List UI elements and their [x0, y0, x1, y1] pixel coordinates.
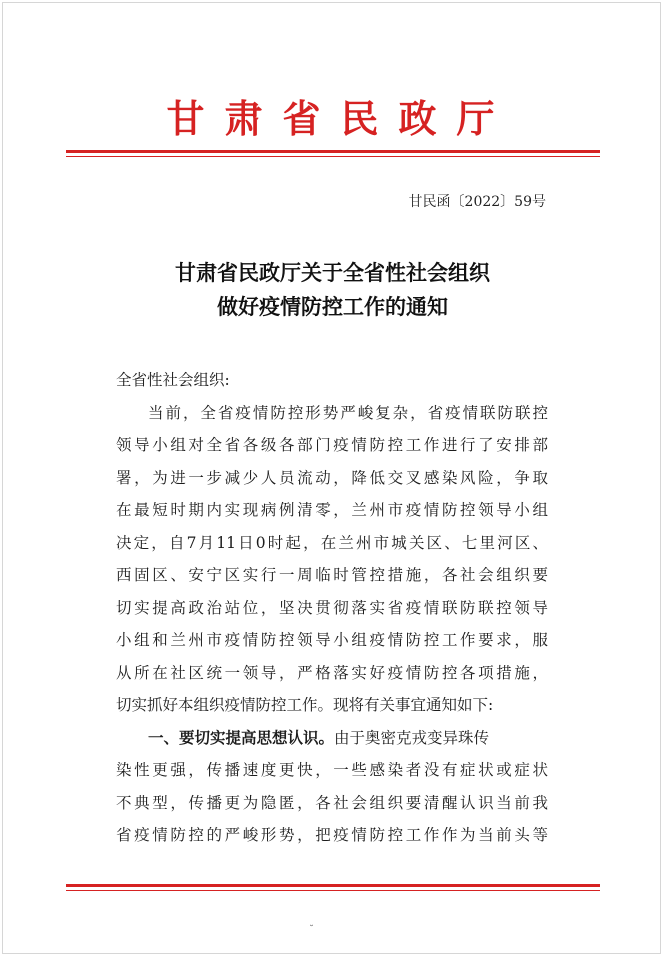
body-line: 从所在社区统一领导，严格落实好疫情防控各项措施， — [116, 663, 548, 682]
body-line: 染性更强，传播速度更快，一些感染者没有症状或症状 — [116, 761, 548, 779]
footer-rule-thin — [66, 890, 600, 891]
document-body — [116, 364, 548, 852]
document-number: 甘民函〔2022〕59号 — [408, 194, 546, 210]
section-1-heading: 一、要切实提高思想认识。 — [148, 728, 335, 747]
body-line: 当前，全省疫情防控形势严峻复杂，省疫情联防联控 — [148, 403, 548, 422]
body-line: 小组和兰州市疫情防控领导小组疫情防控工作要求，服 — [116, 631, 548, 649]
body-line: 决定，自7月11日0时起，在兰州市城关区、七里河区、 — [116, 533, 548, 552]
masthead-title: 甘肃省民政厅 — [166, 97, 515, 141]
body-line: 省疫情防控的严峻形势，把疫情防控工作作为当前头等 — [116, 826, 548, 844]
title-line-1: 甘肃省民政厅关于全省性社会组织 — [175, 260, 490, 285]
document-title — [0, 256, 665, 324]
body-line: 西固区、安宁区实行一周临时管控措施，各社会组织要 — [116, 566, 548, 584]
title-line-2: 做好疫情防控工作的通知 — [217, 294, 448, 319]
body-line: 不典型，传播更为隐匿，各社会组织要清醒认识当前我 — [116, 793, 548, 812]
section-1-first-line — [116, 722, 548, 755]
body-line: 领导小组对全省各级各部门疫情防控工作进行了安排部 — [116, 436, 548, 454]
salutation: 全省性社会组织: — [116, 371, 230, 389]
body-line: 切实提高政治站位，坚决贯彻落实省疫情联防联控领导 — [116, 598, 548, 617]
body-line: 切实抓好本组织疫情防控工作。现将有关事宜通知如下: — [116, 696, 494, 714]
masthead-rule-thin — [66, 156, 600, 157]
body-line: 署，为进一步减少人员流动，降低交叉感染风险，争取 — [116, 468, 548, 487]
page-mark: ˘ — [309, 925, 314, 936]
footer-rule-thick — [66, 884, 600, 887]
section-1-text: 由于奥密克戎变异珠传 — [334, 728, 490, 747]
masthead-rule-thick — [66, 150, 600, 153]
body-line: 在最短时期内实现病例清零，兰州市疫情防控领导小组 — [116, 501, 548, 519]
